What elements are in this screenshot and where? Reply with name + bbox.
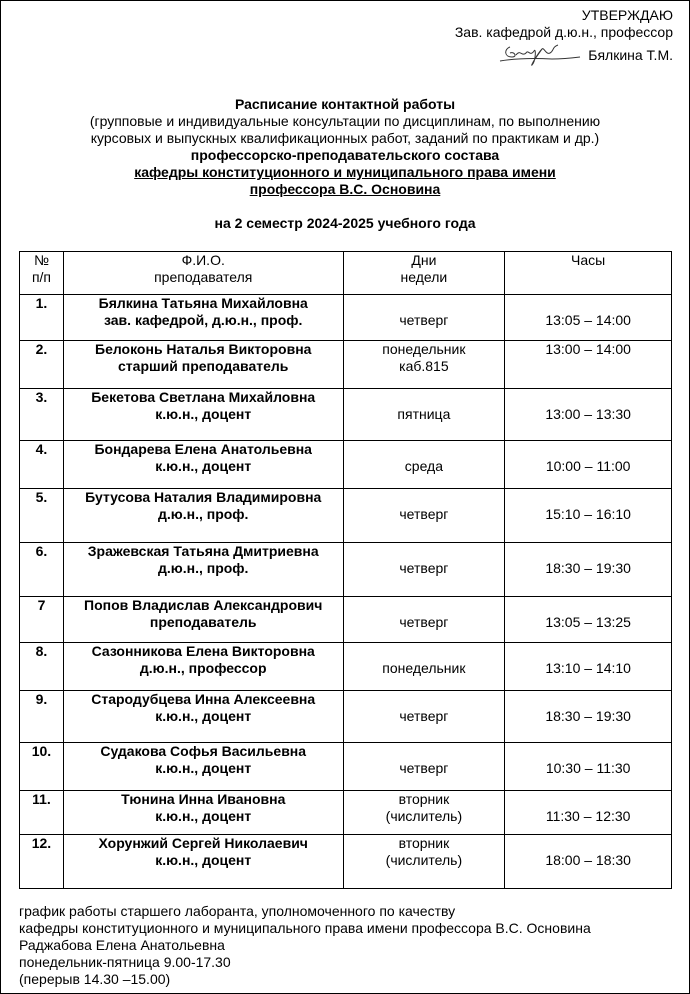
row-number: 11. <box>32 791 51 807</box>
cell-teacher <box>63 597 343 643</box>
hours-range: 13:00 – 14:00 <box>545 341 631 357</box>
row-number: 9. <box>35 691 48 707</box>
schedule-table <box>19 251 672 889</box>
weekday-secondary: (числитель) <box>385 808 463 824</box>
hours-range: 13:00 – 13:30 <box>545 406 631 422</box>
header-hours: Часы <box>505 252 672 295</box>
teacher-name: Хорунжий Сергей Николаевич <box>98 835 308 851</box>
table-row <box>20 791 672 835</box>
cell-days <box>343 543 505 597</box>
title-staff: профессорско-преподавательского состава <box>190 147 500 163</box>
teacher-name: Тюнина Инна Ивановна <box>121 791 286 807</box>
hours-range: 15:10 – 16:10 <box>545 506 631 522</box>
cell-days <box>343 743 505 791</box>
title-subtitle-1: (групповые и индивидуальные консультации по дисциплинам, по выполнению <box>89 113 601 129</box>
row-number: 1. <box>35 295 48 311</box>
hours-range: 13:05 – 14:00 <box>545 312 631 328</box>
weekday: четверг <box>399 312 449 328</box>
header-days: Дни недели <box>343 252 505 295</box>
approval-name: Бялкина Т.М. <box>588 46 673 63</box>
table-header-row <box>20 252 672 295</box>
cell-number <box>20 389 64 441</box>
weekday: четверг <box>399 708 449 724</box>
cell-hours <box>505 441 672 489</box>
teacher-position: к.ю.н., доцент <box>155 708 252 724</box>
table-row <box>20 295 672 341</box>
footer-line-4: понедельник-пятница 9.00-17.30 <box>19 954 231 970</box>
cell-number <box>20 743 64 791</box>
cell-days <box>343 791 505 835</box>
header-num: № п/п <box>20 252 64 295</box>
weekday: понедельник <box>382 660 466 676</box>
teacher-position: к.ю.н., доцент <box>155 458 252 474</box>
approval-heading: УТВЕРЖДАЮ <box>581 7 673 23</box>
teacher-position: к.ю.н., доцент <box>155 852 252 868</box>
cell-days <box>343 835 505 889</box>
weekday: четверг <box>399 614 449 630</box>
teacher-position: к.ю.н., доцент <box>155 760 252 776</box>
approval-position: Зав. кафедрой д.ю.н., профессор <box>454 24 673 40</box>
weekday: четверг <box>399 560 449 576</box>
weekday: пятница <box>397 406 451 422</box>
teacher-name: Бекетова Светлана Михайловна <box>91 389 316 405</box>
row-number: 2. <box>35 341 48 357</box>
cell-number <box>20 835 64 889</box>
footer-line-5: (перерыв 14.30 –15.00) <box>19 971 171 987</box>
hours-range: 13:10 – 14:10 <box>545 660 631 676</box>
table-row <box>20 643 672 691</box>
cell-number <box>20 543 64 597</box>
teacher-position: д.ю.н., профессор <box>139 660 267 676</box>
cell-days <box>343 295 505 341</box>
teacher-name: Зражевская Татьяна Дмитриевна <box>87 543 319 559</box>
header-name: Ф.И.О. преподавателя <box>63 252 343 295</box>
weekday-primary: понедельник <box>382 341 466 357</box>
document-title <box>1 96 689 232</box>
title-main: Расписание контактной работы <box>234 96 456 112</box>
approval-signature-row <box>455 41 673 69</box>
footer-line-1: график работы старшего лаборанта, уполномоченного по качеству <box>19 903 456 919</box>
footer-line-3: Раджабова Елена Анатольевна <box>19 937 225 953</box>
cell-number <box>20 597 64 643</box>
table-row <box>20 597 672 643</box>
cell-hours <box>505 543 672 597</box>
weekday-primary: вторник <box>398 791 450 807</box>
table-row <box>20 441 672 489</box>
table-row <box>20 835 672 889</box>
table-row <box>20 743 672 791</box>
cell-teacher <box>63 543 343 597</box>
cell-days <box>343 643 505 691</box>
cell-teacher <box>63 489 343 543</box>
teacher-name: Бутусова Наталия Владимировна <box>85 489 322 505</box>
cell-days <box>343 341 505 389</box>
row-number: 6. <box>35 543 48 559</box>
teacher-position: преподаватель <box>149 614 257 630</box>
teacher-name: Белоконь Наталья Викторовна <box>95 341 312 357</box>
row-number: 3. <box>35 389 48 405</box>
teacher-name: Сазонникова Елена Викторовна <box>91 643 315 659</box>
row-number: 7 <box>37 597 46 613</box>
teacher-position: к.ю.н., доцент <box>155 406 252 422</box>
cell-days <box>343 389 505 441</box>
hours-range: 10:00 – 11:00 <box>545 458 631 474</box>
footer-line-2: кафедры конституционного и муниципального права имени профессора В.С. Основина <box>19 920 591 936</box>
cell-number <box>20 643 64 691</box>
cell-number <box>20 295 64 341</box>
title-semester: на 2 семестр 2024-2025 учебного года <box>214 215 476 231</box>
cell-hours <box>505 743 672 791</box>
teacher-position: к.ю.н., доцент <box>155 808 252 824</box>
cell-hours <box>505 643 672 691</box>
row-number: 10. <box>31 743 52 759</box>
teacher-position: д.ю.н., проф. <box>157 506 249 522</box>
teacher-position: старший преподаватель <box>118 358 289 374</box>
cell-number <box>20 489 64 543</box>
row-number: 8. <box>35 643 48 659</box>
teacher-name: Бондарева Елена Анатольевна <box>94 441 312 457</box>
table-row <box>20 691 672 743</box>
table-row <box>20 489 672 543</box>
teacher-position: зав. кафедрой, д.ю.н., проф. <box>104 312 303 328</box>
weekday-secondary: (числитель) <box>385 852 463 868</box>
cell-number <box>20 341 64 389</box>
signature-icon <box>492 39 582 69</box>
cell-days <box>343 489 505 543</box>
cell-hours <box>505 489 672 543</box>
cell-hours <box>505 597 672 643</box>
cell-teacher <box>63 791 343 835</box>
hours-range: 10:30 – 11:30 <box>545 760 631 776</box>
table-row <box>20 543 672 597</box>
cell-teacher <box>63 743 343 791</box>
hours-range: 18:00 – 18:30 <box>545 852 631 868</box>
footer-note <box>19 903 591 988</box>
row-number: 4. <box>35 441 48 457</box>
row-number: 12. <box>31 835 52 851</box>
cell-number <box>20 691 64 743</box>
teacher-position: д.ю.н., проф. <box>157 560 249 576</box>
cell-teacher <box>63 643 343 691</box>
row-number: 5. <box>35 489 48 505</box>
weekday-primary: вторник <box>398 835 450 851</box>
cell-number <box>20 441 64 489</box>
approval-block <box>455 7 673 69</box>
cell-teacher <box>63 691 343 743</box>
cell-hours <box>505 341 672 389</box>
cell-hours <box>505 389 672 441</box>
cell-teacher <box>63 389 343 441</box>
cell-hours <box>505 295 672 341</box>
teacher-name: Попов Владислав Александрович <box>84 597 323 613</box>
table-row <box>20 389 672 441</box>
cell-days <box>343 597 505 643</box>
teacher-name: Бялкина Татьяна Михайловна <box>98 295 308 311</box>
cell-number <box>20 791 64 835</box>
cell-teacher <box>63 341 343 389</box>
weekday: четверг <box>399 506 449 522</box>
hours-range: 18:30 – 19:30 <box>545 708 631 724</box>
title-subtitle-2: курсовых и выпускных квалификационных работ, заданий по практикам и др.) <box>90 130 600 146</box>
cell-teacher <box>63 835 343 889</box>
teacher-name: Судакова Софья Васильевна <box>100 743 307 759</box>
weekday: четверг <box>399 760 449 776</box>
cell-hours <box>505 691 672 743</box>
hours-range: 11:30 – 12:30 <box>545 808 631 824</box>
weekday: среда <box>404 458 444 474</box>
schedule-body <box>20 295 672 889</box>
cell-days <box>343 691 505 743</box>
title-department-1: кафедры конституционного и муниципального права имени <box>134 164 556 180</box>
title-department-2: профессора В.С. Основина <box>249 181 441 197</box>
cell-hours <box>505 835 672 889</box>
weekday-secondary: каб.815 <box>399 358 449 374</box>
cell-teacher <box>63 295 343 341</box>
cell-days <box>343 441 505 489</box>
teacher-name: Стародубцева Инна Алексеевна <box>91 691 316 707</box>
cell-hours <box>505 791 672 835</box>
table-row <box>20 341 672 389</box>
hours-range: 18:30 – 19:30 <box>545 560 631 576</box>
hours-range: 13:05 – 13:25 <box>545 614 631 630</box>
cell-teacher <box>63 441 343 489</box>
